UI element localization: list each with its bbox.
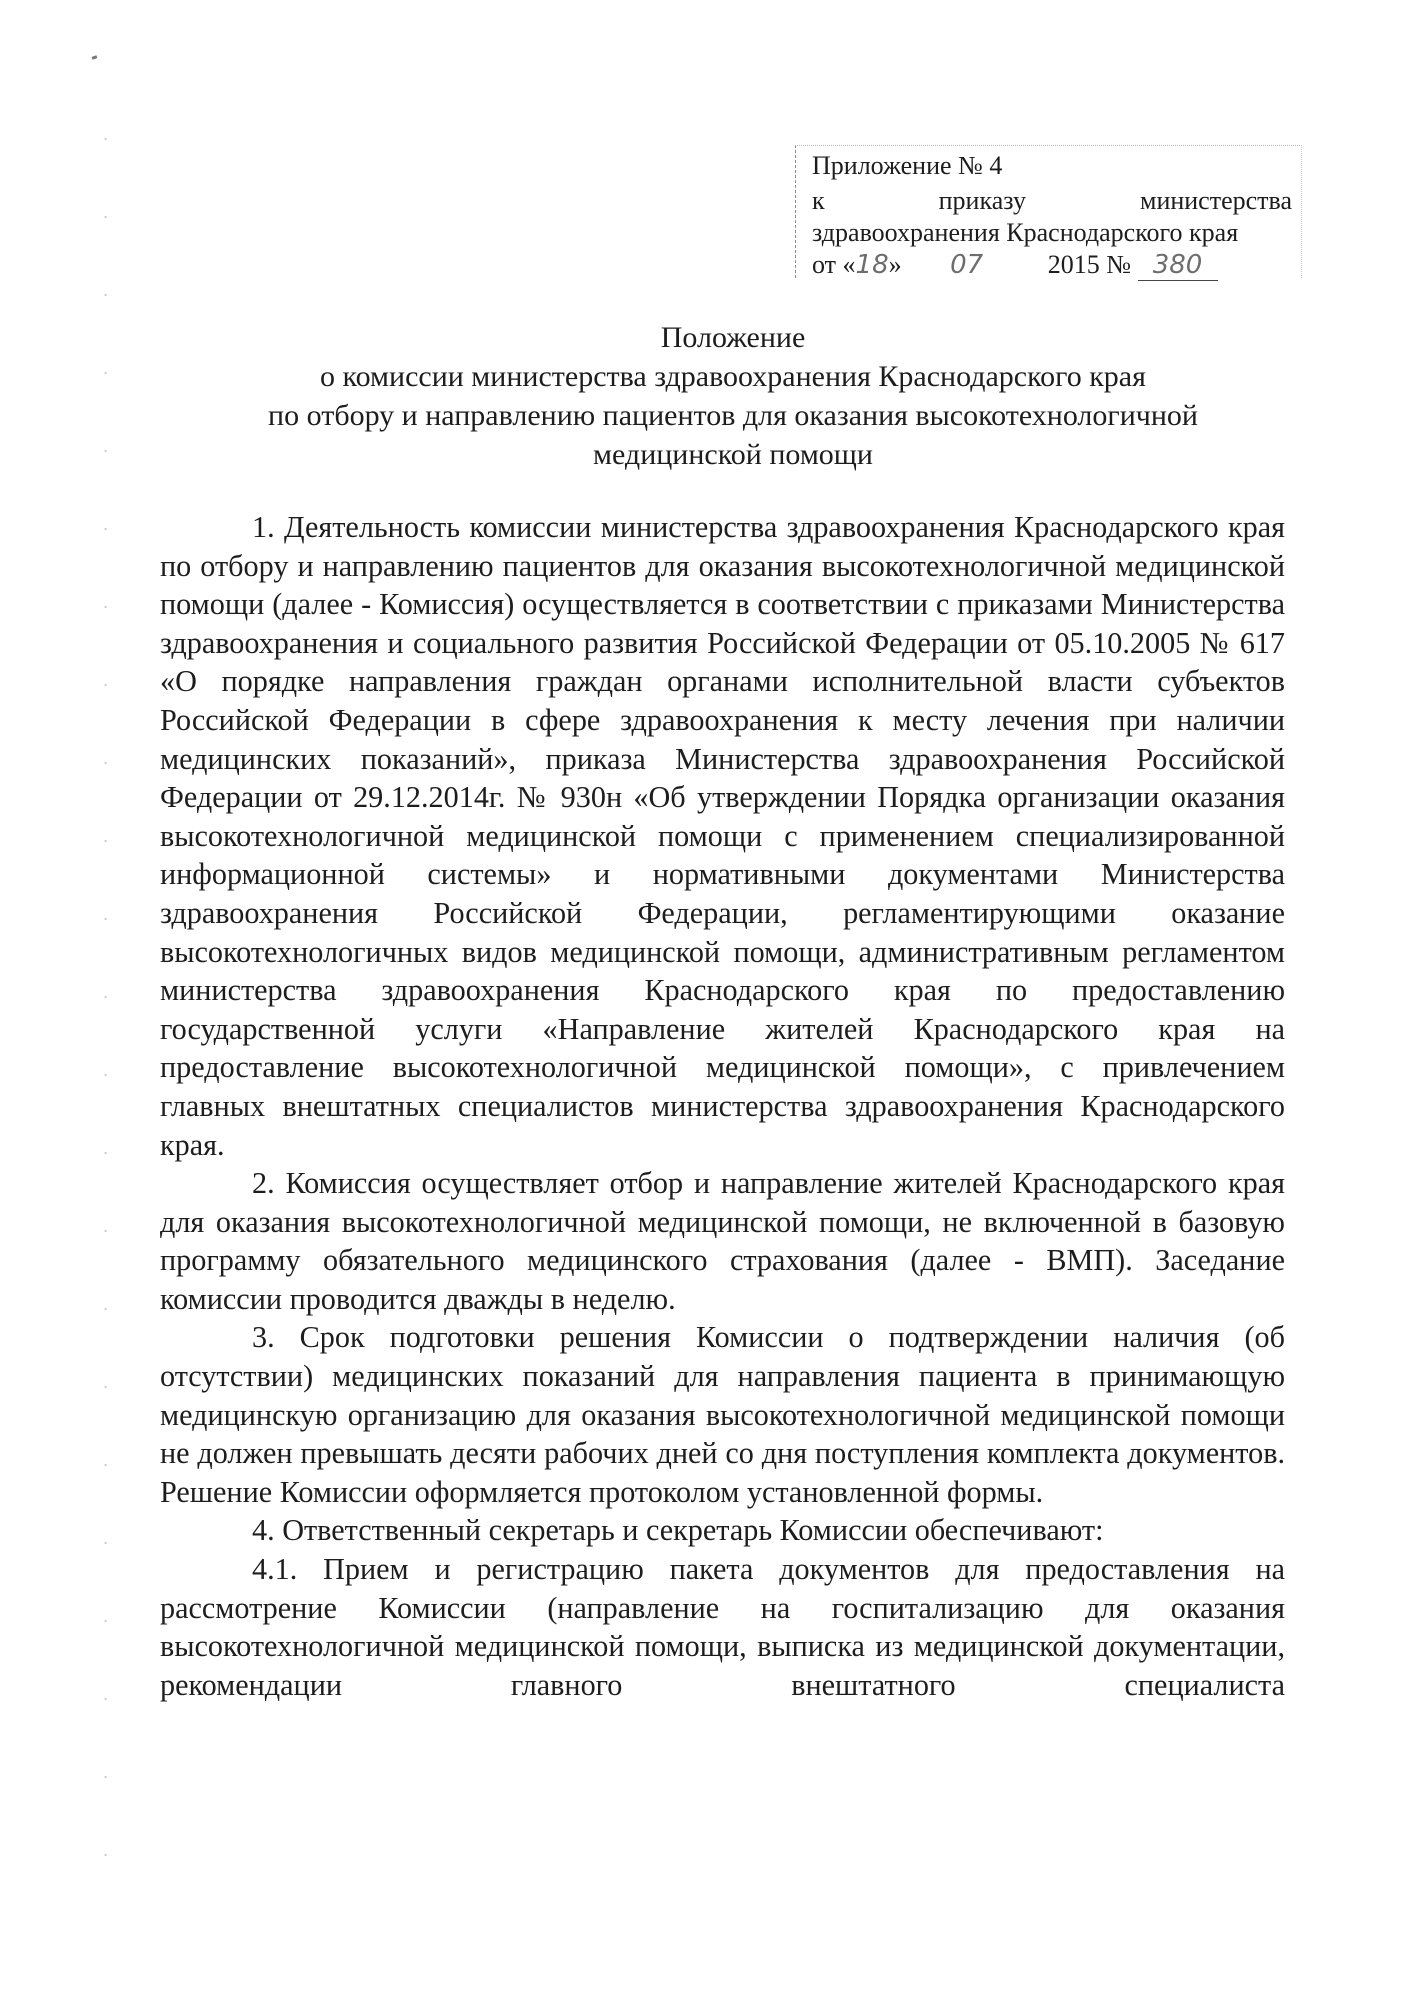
document-title <box>150 318 1316 474</box>
date-quote-close: » <box>888 250 902 279</box>
order-reference-line <box>812 186 1292 216</box>
paragraph-4: 4. Ответственный секретарь и секретарь Комиссии обеспечивают: <box>252 1513 1104 1548</box>
handwritten-day: 18 <box>855 250 889 280</box>
paragraph-2: 2. Комиссия осуществляет отбор и направление жителей Краснодарского края для оказания высокотехнологичной медицинской помощи, не включенной в базовую программу обязательного медицинского страхования (далее - ВМП). Заседание комиссии проводится дважды в неделю. <box>160 1166 1285 1316</box>
paragraph-4-1: 4.1. Прием и регистрацию пакета документов для предоставления на рассмотрение Комиссии (направление на госпитализацию для оказания высокотехнологичной медицинской помощи, выписка из медицинской документации, рекомендации главного внештатного специалиста <box>160 1552 1285 1702</box>
title-line-4: медицинской помощи <box>593 438 873 471</box>
appendix-stamp <box>795 145 1305 283</box>
paragraph-3: 3. Срок подготовки решения Комиссии о подтверждении наличия (об отсутствии) медицинских показаний для направления пациента в принимающую медицинскую организацию для оказания высокотехнологичной медицинской помощи не должен превышать десяти рабочих дней со дня поступления комплекта документов. Решение Комиссии оформляется протоколом установленной формы. <box>160 1320 1285 1509</box>
title-line-3: по отбору и направлению пациентов для оказания высокотехнологичной <box>268 399 1198 432</box>
appendix-number: Приложение № 4 <box>812 151 1003 180</box>
order-date-number <box>812 250 1292 281</box>
order-word-prikazu: приказу <box>938 186 1026 215</box>
order-word-k: к <box>812 186 825 215</box>
title-line-2: о комиссии министерства здравоохранения Краснодарского края <box>320 360 1146 393</box>
order-year: 2015 № <box>1047 250 1132 279</box>
paragraph-1: 1. Деятельность комиссии министерства здравоохранения Краснодарского края по отбору и направлению пациентов для оказания высокотехнологичной медицинской помощи (далее - Комиссия) осуществляется в соответствии с приказами Министерства здравоохранения и социального развития Российской Федерации от 05.10.2005 № 617 «О порядке направления граждан органами исполнительной власти субъектов Российской Федерации в сфере здравоохранения к месту лечения при наличии медицинских показаний», приказа Министерства здравоохранения Российской Федерации от 29.12.2014г. № 930н «Об утверждении Порядка организации оказания высокотехнологичной медицинской помощи с применением специализированной информационной системы» и нормативными документами Министерства здравоохранения Российской Федерации, регламентирующими оказание высокотехнологичных видов медицинской помощи, административным регламентом министерства здравоохранения Краснодарского края по предоставлению государственной услуги «Направление жителей Краснодарского края на предоставление высокотехнологичной медицинской помощи», с привлечением главных внештатных специалистов министерства здравоохранения Краснодарского края. <box>160 510 1285 1162</box>
ministry-name: здравоохранения Краснодарского края <box>812 218 1239 247</box>
order-word-ministry: министерства <box>1139 186 1292 215</box>
document-body <box>160 508 1285 1704</box>
title-line-1: Положение <box>660 321 806 354</box>
scan-artifact <box>92 55 98 60</box>
binding-holes-marks <box>104 100 107 1860</box>
handwritten-order-number: 380 <box>1138 250 1218 281</box>
date-prefix: от « <box>812 250 856 279</box>
handwritten-month: 07 <box>950 250 984 280</box>
